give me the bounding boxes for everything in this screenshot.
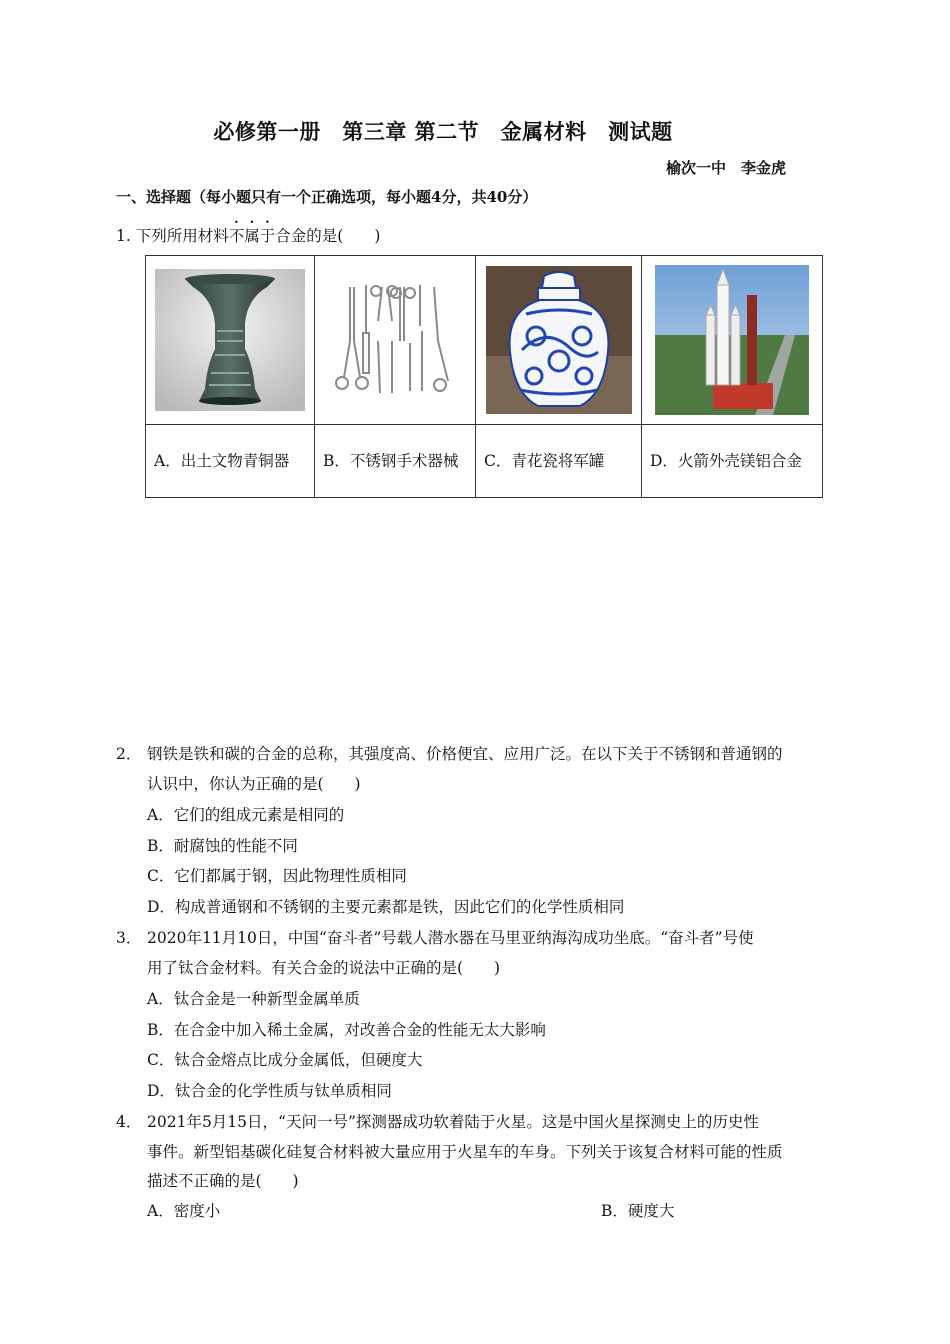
option-a: A．出土文物青铜器	[146, 425, 315, 498]
option-c-image-cell	[476, 256, 642, 425]
question-3-option-a: A．钛合金是一种新型金属单质	[147, 990, 360, 1008]
question-4-option-b: B．硬度大	[601, 1202, 675, 1220]
option-a-image-cell	[146, 256, 315, 425]
question-3-option-c: C．钛合金熔点比成分金属低，但硬度大	[147, 1051, 423, 1069]
emphasized-text: 不属于	[228, 227, 276, 245]
question-2-option-d: D．构成普通钢和不锈钢的主要元素都是铁，因此它们的化学性质相同	[147, 898, 625, 916]
surgical-instruments-icon	[330, 281, 460, 399]
author-line: 榆次一中 李金虎	[666, 159, 787, 177]
porcelain-jar-icon	[486, 266, 632, 414]
section-heading: 一、选择题（每小题只有一个正确选项，每小题4分，共40分）	[116, 188, 538, 206]
question-4-number: 4．	[116, 1113, 142, 1131]
page-title: 必修第一册 第三章 第二节 金属材料 测试题	[213, 119, 673, 144]
question-4-stem-line: 描述不正确的是( )	[147, 1172, 299, 1190]
question-2-option-c: C．它们都属于钢，因此物理性质相同	[147, 867, 407, 885]
question-4-stem-line: 事件。新型铝基碳化硅复合材料被大量应用于火星车的车身。下列关于该复合材料可能的性质	[147, 1143, 783, 1161]
option-b: B．不锈钢手术器械	[315, 425, 476, 498]
option-d-image-cell	[642, 256, 823, 425]
question-1	[116, 218, 380, 246]
question-3-stem-line: 用了钛合金材料。有关合金的说法中正确的是( )	[147, 959, 501, 977]
question-1-options-table	[145, 255, 823, 498]
question-4-stem-line: 2021年5月15日，“天问一号”探测器成功软着陆于火星。这是中国火星探测史上的历史性	[147, 1113, 759, 1131]
option-b-image-cell	[315, 256, 476, 425]
question-3-number: 3．	[116, 929, 142, 947]
question-4-option-a: A．密度小	[147, 1202, 221, 1220]
question-3-option-d: D．钛合金的化学性质与钛单质相同	[147, 1082, 392, 1100]
question-stem-part: 合金的是( )	[275, 227, 381, 245]
question-2-option-b: B．耐腐蚀的性能不同	[147, 837, 298, 855]
question-stem-part: 下列所用材料	[135, 227, 229, 245]
question-2-stem-line: 钢铁是铁和碳的合金的总称，其强度高、价格便宜、应用广泛。在以下关于不锈钢和普通钢的	[147, 745, 783, 763]
option-d: D．火箭外壳镁铝合金	[642, 425, 823, 498]
bronze-vessel-icon	[155, 269, 305, 411]
question-3-option-b: B．在合金中加入稀土金属，对改善合金的性能无太大影响	[147, 1021, 546, 1039]
option-c: C．青花瓷将军罐	[476, 425, 642, 498]
question-3-stem-line: 2020年11月10日，中国“奋斗者”号载人潜水器在马里亚纳海沟成功坐底。“奋斗者”号使	[147, 929, 754, 947]
question-2-option-a: A．它们的组成元素是相同的	[147, 806, 345, 824]
rocket-icon	[655, 265, 809, 415]
question-2-number: 2．	[116, 745, 142, 763]
question-2-stem-line: 认识中，你认为正确的是( )	[147, 775, 361, 793]
question-number: 1.	[116, 227, 131, 245]
